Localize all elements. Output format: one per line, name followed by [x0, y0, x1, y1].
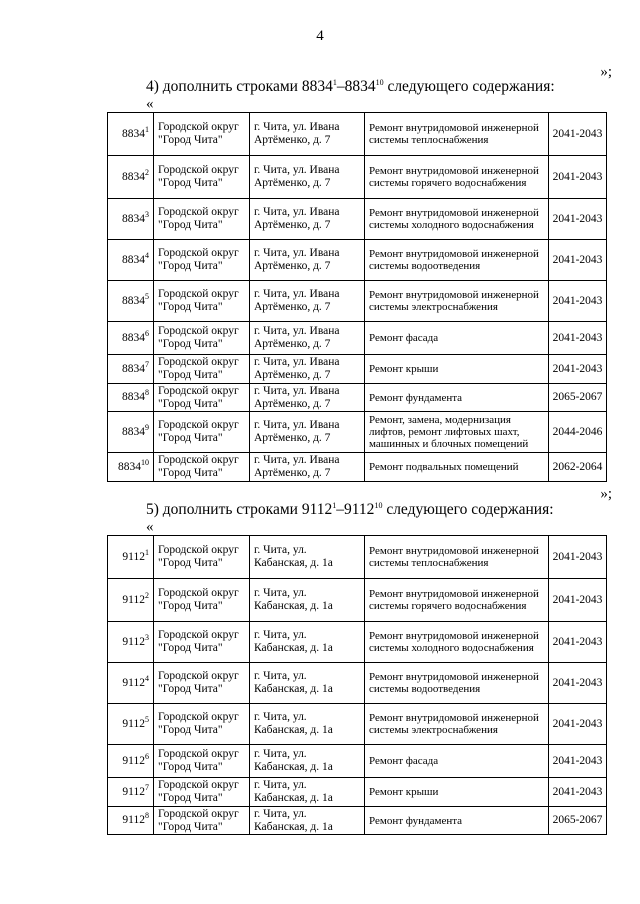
work-type-text: Ремонт внутридомовой инженерной системы электроснабжения [369, 712, 539, 736]
years-text: 2041-2043 [552, 212, 603, 225]
district-text: Городской округ "Город Чита" [158, 748, 239, 773]
district-cell [154, 113, 250, 156]
row-number [108, 807, 154, 835]
heading-to-sup: 10 [374, 500, 383, 510]
row-number-base: 8834 [122, 127, 145, 140]
address-text: г. Чита, ул. Кабанская, д. 1а [254, 629, 333, 654]
years-cell [549, 663, 607, 704]
years-text: 2044-2046 [552, 425, 603, 438]
work-type-text: Ремонт внутридомовой инженерной системы холодного водоснабжения [369, 630, 539, 654]
work-type-cell [365, 704, 549, 745]
row-number-sup: 5 [145, 291, 149, 301]
address-cell [250, 704, 365, 745]
address-text: г. Чита, ул. Кабанская, д. 1а [254, 711, 333, 736]
district-cell [154, 745, 250, 778]
district-cell [154, 281, 250, 322]
years-cell [549, 622, 607, 663]
years-cell [549, 536, 607, 579]
address-text: г. Чита, ул. Ивана Артёменко, д. 7 [254, 121, 340, 146]
district-cell [154, 663, 250, 704]
table-row [108, 579, 607, 622]
heading-to: 8834 [344, 78, 376, 95]
address-text: г. Чита, ул. Ивана Артёменко, д. 7 [254, 206, 340, 231]
heading-from: 8834 [301, 78, 333, 95]
years-cell [549, 199, 607, 240]
district-cell [154, 778, 250, 807]
address-cell [250, 384, 365, 412]
work-type-cell [365, 156, 549, 199]
district-text: Городской округ "Город Чита" [158, 711, 239, 736]
years-cell [549, 778, 607, 807]
work-type-text: Ремонт, замена, модернизация лифтов, ремонт лифтовых шахт, машинных и блочных помещений [369, 414, 529, 450]
years-text: 2041-2043 [552, 331, 603, 344]
district-text: Городской округ "Город Чита" [158, 779, 239, 804]
years-cell [549, 579, 607, 622]
address-cell [250, 240, 365, 281]
address-cell [250, 156, 365, 199]
work-type-cell [365, 579, 549, 622]
row-number-base: 9112 [122, 717, 145, 730]
years-cell [549, 453, 607, 482]
years-cell [549, 355, 607, 384]
district-cell [154, 384, 250, 412]
row-number-base: 9112 [122, 635, 145, 648]
address-text: г. Чита, ул. Кабанская, д. 1а [254, 779, 333, 804]
district-cell [154, 704, 250, 745]
table-row [108, 156, 607, 199]
table-row [108, 807, 607, 835]
heading-suffix: следующего содержания: [382, 501, 554, 518]
heading-suffix: следующего содержания: [383, 78, 555, 95]
work-type-cell [365, 622, 549, 663]
section-5-table [107, 535, 607, 835]
work-type-cell [365, 281, 549, 322]
years-text: 2041-2043 [552, 362, 603, 375]
table-row [108, 355, 607, 384]
address-cell [250, 322, 365, 355]
table-row [108, 536, 607, 579]
work-type-text: Ремонт крыши [369, 363, 439, 375]
district-cell [154, 322, 250, 355]
heading-from: 9112 [301, 501, 333, 518]
page-number: 4 [316, 28, 324, 44]
row-number-base: 9112 [122, 785, 145, 798]
row-number-sup: 1 [145, 124, 149, 134]
table-row [108, 322, 607, 355]
years-text: 2041-2043 [552, 294, 603, 307]
district-text: Городской округ "Город Чита" [158, 629, 239, 654]
district-text: Городской округ "Город Чита" [158, 807, 239, 833]
district-text: Городской округ "Город Чита" [158, 356, 239, 381]
district-cell [154, 240, 250, 281]
row-number-base: 9112 [122, 814, 145, 826]
district-text: Городской округ "Город Чита" [158, 325, 239, 350]
address-cell [250, 355, 365, 384]
address-text: г. Чита, ул. Ивана Артёменко, д. 7 [254, 419, 340, 444]
table-row [108, 622, 607, 663]
row-number-base: 8834 [122, 425, 145, 438]
table-row [108, 240, 607, 281]
address-cell [250, 199, 365, 240]
heading-dash: – [336, 501, 344, 518]
work-type-cell [365, 113, 549, 156]
heading-to-sup: 10 [375, 77, 384, 87]
heading-to: 9112 [344, 501, 375, 518]
address-cell [250, 412, 365, 453]
district-text: Городской округ "Город Чита" [158, 206, 239, 231]
work-type-text: Ремонт крыши [369, 786, 439, 798]
years-cell [549, 745, 607, 778]
row-number [108, 579, 154, 622]
work-type-cell [365, 322, 549, 355]
years-text: 2041-2043 [552, 593, 603, 606]
years-text: 2041-2043 [552, 127, 603, 140]
work-type-text: Ремонт внутридомовой инженерной системы водоотведения [369, 248, 539, 272]
row-number [108, 412, 154, 453]
row-number-sup: 7 [145, 359, 149, 369]
table-row [108, 778, 607, 807]
heading-prefix: 5) дополнить строками [146, 501, 302, 518]
table-row [108, 745, 607, 778]
heading-from-sup: 1 [332, 77, 337, 87]
years-text: 2041-2043 [552, 550, 603, 563]
address-text: г. Чита, ул. Ивана Артёменко, д. 7 [254, 454, 340, 479]
row-number-sup: 2 [145, 590, 149, 600]
row-number [108, 536, 154, 579]
years-text: 2065-2067 [552, 391, 603, 403]
work-type-text: Ремонт фундамента [369, 814, 463, 827]
row-number-base: 8834 [122, 212, 145, 225]
row-number [108, 663, 154, 704]
row-number-sup: 9 [145, 422, 149, 432]
years-cell [549, 113, 607, 156]
row-number-sup: 5 [145, 714, 149, 724]
years-text: 2065-2067 [552, 814, 603, 826]
row-number [108, 156, 154, 199]
row-number-base: 9112 [122, 593, 145, 606]
table-row [108, 199, 607, 240]
address-text: г. Чита, ул. Ивана Артёменко, д. 7 [254, 356, 340, 381]
table-row [108, 663, 607, 704]
district-cell [154, 156, 250, 199]
closing-quote: »; [600, 486, 612, 502]
row-number-base: 8834 [122, 294, 145, 307]
district-cell [154, 453, 250, 482]
work-type-cell [365, 240, 549, 281]
district-cell [154, 355, 250, 384]
district-text: Городской округ "Город Чита" [158, 384, 239, 410]
address-cell [250, 281, 365, 322]
address-cell [250, 453, 365, 482]
work-type-text: Ремонт внутридомовой инженерной системы горячего водоснабжения [369, 165, 539, 189]
table-row [108, 453, 607, 482]
address-text: г. Чита, ул. Кабанская, д. 1а [254, 544, 333, 569]
address-text: г. Чита, ул. Ивана Артёменко, д. 7 [254, 288, 340, 313]
row-number [108, 704, 154, 745]
work-type-cell [365, 453, 549, 482]
address-text: г. Чита, ул. Ивана Артёменко, д. 7 [254, 325, 340, 350]
district-text: Городской округ "Город Чита" [158, 587, 239, 612]
work-type-text: Ремонт фундамента [369, 391, 463, 404]
district-cell [154, 622, 250, 663]
row-number-sup: 1 [145, 547, 149, 557]
row-number [108, 240, 154, 281]
address-cell [250, 622, 365, 663]
work-type-cell [365, 384, 549, 412]
work-type-text: Ремонт внутридомовой инженерной системы горячего водоснабжения [369, 588, 539, 612]
row-number [108, 622, 154, 663]
work-type-text: Ремонт внутридомовой инженерной системы электроснабжения [369, 289, 539, 313]
work-type-text: Ремонт внутридомовой инженерной системы теплоснабжения [369, 122, 539, 146]
table-row [108, 281, 607, 322]
years-text: 2041-2043 [552, 676, 603, 689]
row-number-sup: 4 [145, 673, 149, 683]
row-number-base: 9112 [122, 550, 145, 563]
work-type-cell [365, 807, 549, 835]
address-text: г. Чита, ул. Кабанская, д. 1а [254, 670, 333, 695]
opening-quote: « [146, 96, 154, 112]
opening-quote: « [146, 519, 154, 535]
work-type-text: Ремонт внутридомовой инженерной системы водоотведения [369, 671, 539, 695]
work-type-cell [365, 536, 549, 579]
row-number-base: 8834 [122, 331, 145, 344]
address-cell [250, 663, 365, 704]
district-cell [154, 412, 250, 453]
district-text: Городской округ "Город Чита" [158, 247, 239, 272]
work-type-text: Ремонт подвальных помещений [369, 461, 519, 473]
row-number [108, 355, 154, 384]
work-type-cell [365, 412, 549, 453]
row-number [108, 322, 154, 355]
work-type-cell [365, 778, 549, 807]
heading-dash: – [336, 78, 345, 95]
closing-quote: »; [600, 64, 612, 80]
row-number-sup: 3 [145, 209, 149, 219]
row-number-sup: 3 [145, 632, 149, 642]
years-cell [549, 240, 607, 281]
row-number-sup: 4 [145, 250, 149, 260]
address-text: г. Чита, ул. Кабанская, д. 1а [254, 748, 333, 773]
row-number-base: 8834 [122, 391, 145, 403]
row-number-sup: 10 [141, 457, 149, 467]
address-cell [250, 807, 365, 835]
years-text: 2041-2043 [552, 785, 603, 798]
work-type-cell [365, 663, 549, 704]
section-4-heading [146, 78, 555, 96]
row-number-sup: 8 [145, 388, 149, 398]
years-text: 2041-2043 [552, 170, 603, 183]
row-number-base: 8834 [122, 253, 145, 266]
row-number [108, 199, 154, 240]
table-row [108, 412, 607, 453]
address-text: г. Чита, ул. Ивана Артёменко, д. 7 [254, 247, 340, 272]
section-4-table [107, 112, 607, 482]
row-number-base: 8834 [118, 460, 141, 473]
row-number-base: 8834 [122, 362, 145, 375]
years-cell [549, 704, 607, 745]
address-cell [250, 579, 365, 622]
address-cell [250, 536, 365, 579]
row-number-sup: 8 [145, 811, 149, 821]
years-cell [549, 156, 607, 199]
work-type-text: Ремонт внутридомовой инженерной системы холодного водоснабжения [369, 207, 539, 231]
address-cell [250, 745, 365, 778]
row-number-sup: 6 [145, 328, 149, 338]
years-text: 2041-2043 [552, 635, 603, 648]
years-cell [549, 322, 607, 355]
district-text: Городской округ "Город Чита" [158, 419, 239, 444]
table-row [108, 384, 607, 412]
district-text: Городской округ "Город Чита" [158, 544, 239, 569]
row-number-base: 9112 [122, 754, 145, 767]
years-cell [549, 807, 607, 835]
district-text: Городской округ "Город Чита" [158, 454, 239, 479]
address-text: г. Чита, ул. Кабанская, д. 1а [254, 587, 333, 612]
years-text: 2041-2043 [552, 253, 603, 266]
years-text: 2041-2043 [552, 717, 603, 730]
row-number [108, 384, 154, 412]
district-text: Городской округ "Город Чита" [158, 121, 239, 146]
address-text: г. Чита, ул. Ивана Артёменко, д. 7 [254, 384, 340, 410]
years-text: 2041-2043 [552, 754, 603, 767]
heading-prefix: 4) дополнить строками [146, 78, 302, 95]
row-number-base: 9112 [122, 676, 145, 689]
row-number-base: 8834 [122, 170, 145, 183]
district-text: Городской округ "Город Чита" [158, 164, 239, 189]
address-cell [250, 778, 365, 807]
address-cell [250, 113, 365, 156]
district-cell [154, 536, 250, 579]
table-row [108, 113, 607, 156]
work-type-text: Ремонт фасада [369, 755, 439, 767]
section-5-heading [146, 501, 554, 519]
heading-from-sup: 1 [332, 500, 337, 510]
row-number-sup: 2 [145, 167, 149, 177]
work-type-cell [365, 355, 549, 384]
address-text: г. Чита, ул. Кабанская, д. 1а [254, 807, 333, 833]
row-number [108, 453, 154, 482]
district-cell [154, 807, 250, 835]
years-cell [549, 384, 607, 412]
years-cell [549, 281, 607, 322]
row-number [108, 281, 154, 322]
work-type-cell [365, 745, 549, 778]
row-number [108, 778, 154, 807]
district-cell [154, 199, 250, 240]
row-number [108, 113, 154, 156]
work-type-cell [365, 199, 549, 240]
row-number [108, 745, 154, 778]
years-cell [549, 412, 607, 453]
district-cell [154, 579, 250, 622]
row-number-sup: 6 [145, 751, 149, 761]
table-row [108, 704, 607, 745]
address-text: г. Чита, ул. Ивана Артёменко, д. 7 [254, 164, 340, 189]
row-number-sup: 7 [145, 782, 149, 792]
work-type-text: Ремонт фасада [369, 332, 439, 344]
district-text: Городской округ "Город Чита" [158, 670, 239, 695]
work-type-text: Ремонт внутридомовой инженерной системы теплоснабжения [369, 545, 539, 569]
years-text: 2062-2064 [552, 460, 603, 473]
district-text: Городской округ "Город Чита" [158, 288, 239, 313]
